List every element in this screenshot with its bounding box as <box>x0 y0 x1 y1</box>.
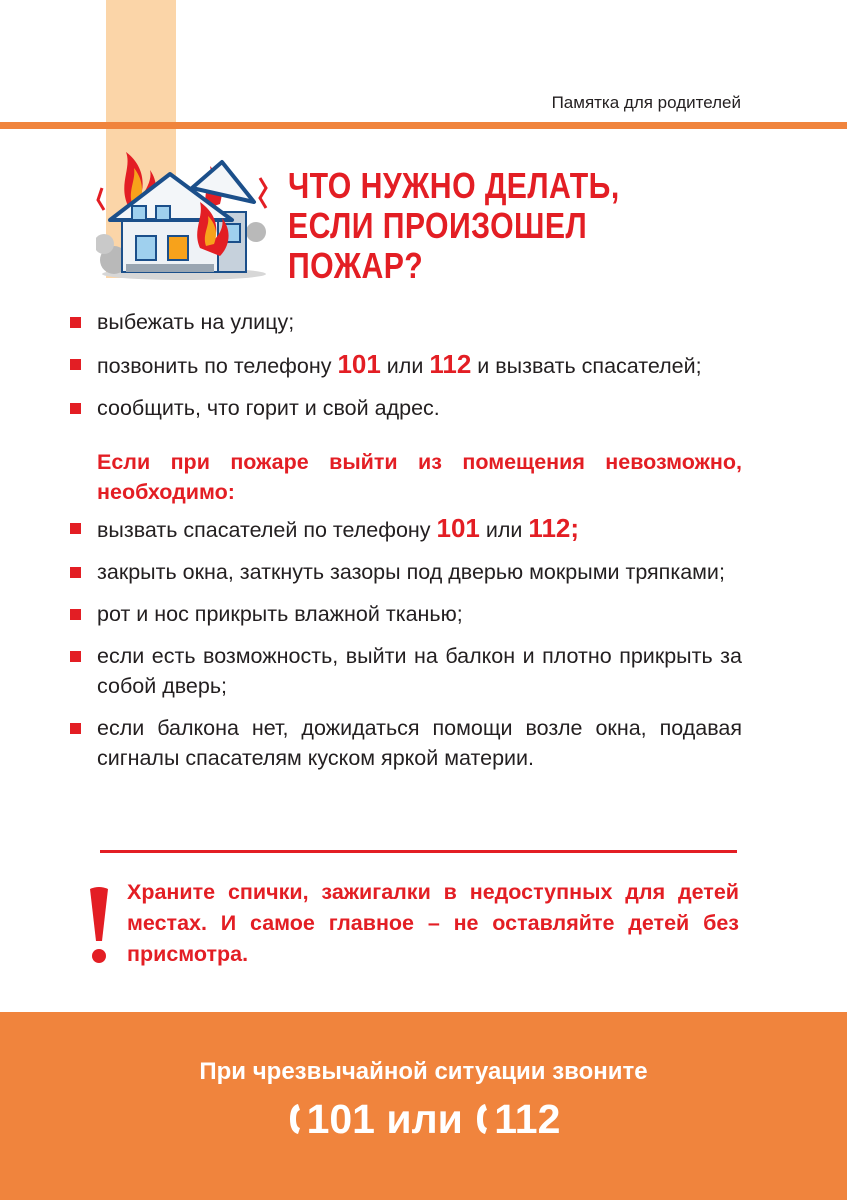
bullet-square-icon <box>70 651 81 662</box>
phone-number: 112 <box>429 349 472 379</box>
bullet-square-icon <box>70 567 81 578</box>
phone-number: 101 <box>337 349 381 379</box>
list-item: сообщить, что горит и свой адрес. <box>70 393 742 423</box>
list-item: рот и нос прикрыть влажной тканью; <box>70 599 742 629</box>
burning-house-icon <box>96 148 272 282</box>
bullet-square-icon <box>70 523 81 534</box>
bullet-square-icon <box>70 317 81 328</box>
list-item: вызвать спасателей по телефону 101 или 112; <box>70 513 742 545</box>
main-title-line1: ЧТО НУЖНО ДЕЛАТЬ, <box>288 165 620 206</box>
footer-number-101: 101 <box>306 1096 375 1142</box>
list-item: если балкона нет, дожидаться помощи возле окна, подавая сигналы спасателям куском яркой материи. <box>70 713 742 773</box>
bullet-square-icon <box>70 403 81 414</box>
main-title-line2: ЕСЛИ ПРОИЗОШЕЛ ПОЖАР? <box>288 205 588 286</box>
phone-number: 112; <box>528 513 580 543</box>
list-item: позвонить по телефону 101 или 112 и вызвать спасателей; <box>70 349 742 381</box>
section-heading: Если при пожаре выйти из помещения невозможно, необходимо: <box>97 450 742 504</box>
warning-text: Храните спички, зажигалки в недоступных для детей местах. И самое главное – не оставляйте детей без присмотра. <box>127 880 739 966</box>
footer-text: При чрезвычайной ситуации звоните <box>199 1058 648 1085</box>
phone-number: 101 <box>436 513 480 543</box>
main-title <box>288 166 725 286</box>
divider <box>100 850 737 853</box>
bullet-square-icon <box>70 359 81 370</box>
phone-handset-icon <box>287 1102 303 1136</box>
footer-numbers: 101 или 112 <box>0 1094 847 1144</box>
footer-number-112: 112 <box>494 1096 561 1142</box>
list-item: если есть возможность, выйти на балкон и плотно прикрыть за собой дверь; <box>70 641 742 701</box>
bullet-square-icon <box>70 609 81 620</box>
page-subtitle: Памятка для родителей <box>551 93 741 112</box>
instructions <box>70 307 742 785</box>
phone-handset-icon <box>474 1102 490 1136</box>
header-line <box>0 122 847 129</box>
emergency-footer <box>0 1012 847 1200</box>
list-item: закрыть окна, заткнуть зазоры под дверью мокрыми тряпками; <box>70 557 742 587</box>
exclamation-icon <box>88 885 110 965</box>
list-item: выбежать на улицу; <box>70 307 742 337</box>
bullet-square-icon <box>70 723 81 734</box>
